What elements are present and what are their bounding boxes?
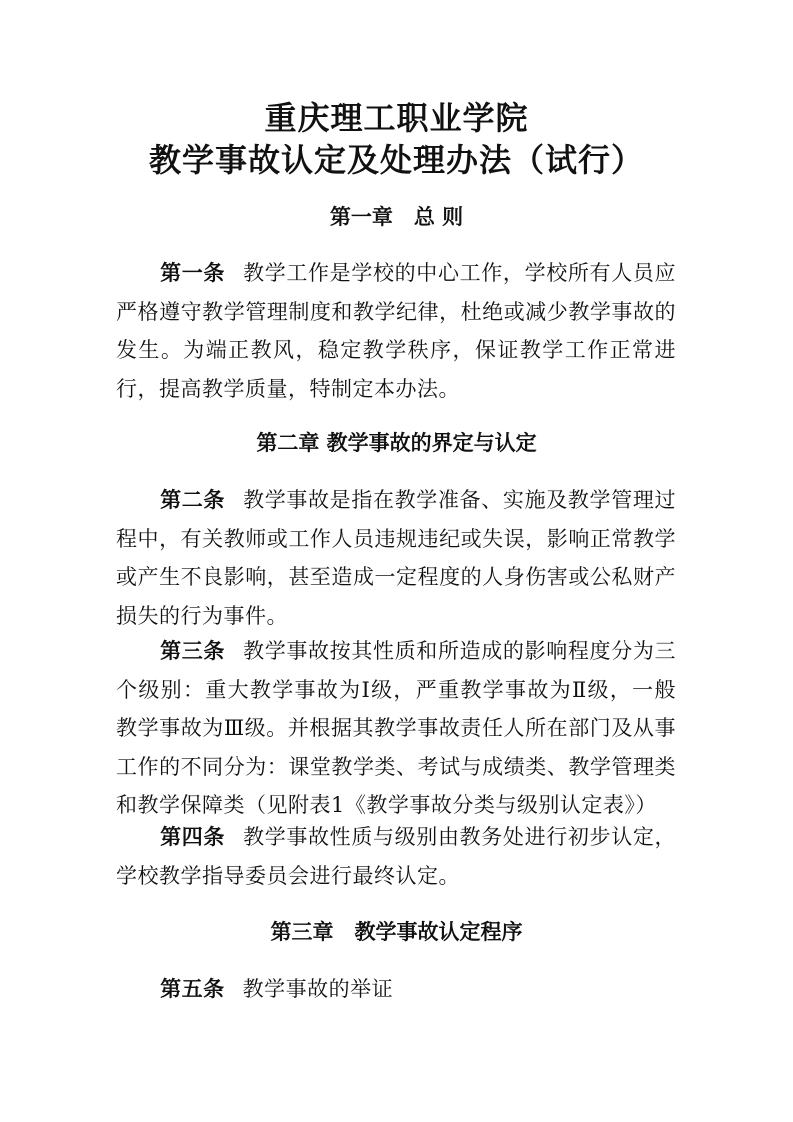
article-4 [116,818,676,895]
article-5-label: 第五条 [160,977,225,1001]
document-title-line1: 重庆理工职业学院 [264,99,529,137]
article-2 [116,481,676,635]
article-1 [116,254,676,408]
article-3-text: 教学事故按其性质和所造成的影响程度分为三个级别：重大教学事故为Ⅰ级，严重教学事故为Ⅱ级，一般教学事故为Ⅲ级。并根据其教学事故责任人所在部门及从事工作的不同分为：课堂教学类、考试与成绩类、教学管理类和教学保障类（见附表1《教学事故分类与级别认定表》） [116,639,677,817]
chapter-2-heading: 第二章 教学事故的界定与认定 [256,431,537,455]
article-1-label: 第一条 [160,261,226,285]
article-5-text: 教学事故的举证 [242,977,394,1001]
article-2-label: 第二条 [160,488,226,512]
article-4-label: 第四条 [160,825,226,849]
chapter-1-heading: 第一章 总 则 [329,205,464,229]
document-title-line2: 教学事故认定及处理办法（试行） [148,141,644,179]
article-4-text: 教学事故性质与级别由教务处进行初步认定，学校教学指导委员会进行最终认定。 [116,825,677,888]
article-2-text: 教学事故是指在教学准备、实施及教学管理过程中，有关教师或工作人员违规违纪或失误，影响正常教学或产生不良影响，甚至造成一定程度的人身伤害或公私财产损失的行为事件。 [116,488,677,628]
article-5 [116,970,676,1009]
article-3-label: 第三条 [160,639,226,663]
chapter-3-heading: 第三章 教学事故认定程序 [270,920,523,944]
article-3 [116,632,676,825]
article-1-text: 教学工作是学校的中心工作，学校所有人员应严格遵守教学管理制度和教学纪律，杜绝或减少教学事故的发生。为端正教风，稳定教学秩序，保证教学工作正常进行，提高教学质量，特制定本办法。 [116,261,677,401]
